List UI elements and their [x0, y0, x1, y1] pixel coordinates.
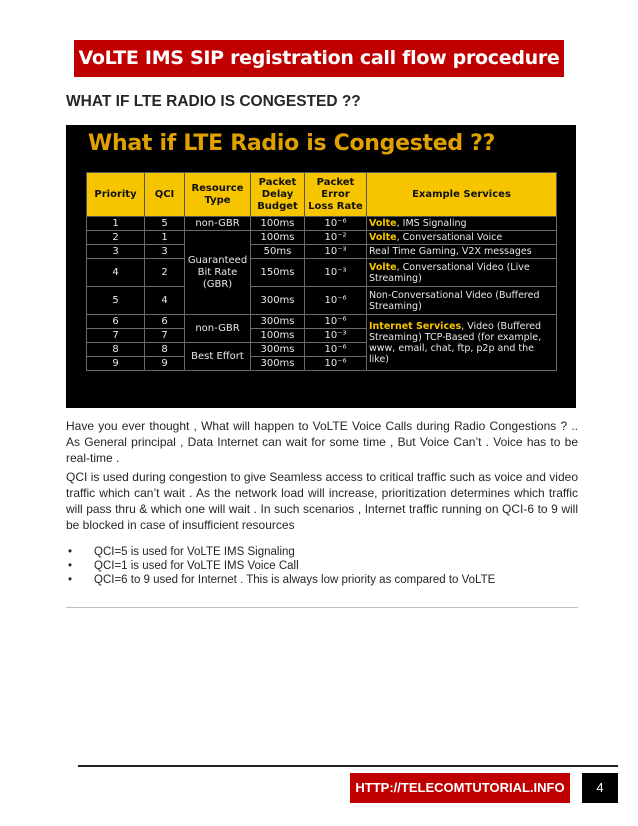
qci-cell: 8	[145, 343, 185, 357]
column-header: Example Services	[367, 173, 557, 217]
priority-cell: 7	[87, 329, 145, 343]
loss-cell: 10⁻³	[305, 259, 367, 287]
loss-cell: 10⁻⁶	[305, 343, 367, 357]
service-text: , Video (Buffered Streaming) TCP-Based (for example, www, email, chat, ftp, p2p and the like)	[369, 320, 542, 365]
intro-paragraph: Have you ever thought , What will happen to VoLTE Voice Calls during Radio Congestions ? .. As General principal , Data Internet can wait for some time , But Voice Can’t . Voice has to be real-time .	[66, 419, 578, 465]
loss-cell: 10⁻³	[305, 329, 367, 343]
resource-type-cell: non-GBR	[185, 217, 251, 231]
priority-cell: 8	[87, 343, 145, 357]
delay-cell: 100ms	[251, 231, 305, 245]
qci-paragraph: QCI is used during congestion to give Seamless access to critical traffic such as voice and video traffic which can’t wait . As the network load will increase, prioritization determines which traffic will pass thru & which one will wait . In such scenarios , Internet traffic running on QCI-6 to 9 will be blocked in case of insufficient resources	[66, 470, 578, 532]
loss-cell: 10⁻²	[305, 231, 367, 245]
page-number: 4	[582, 773, 618, 803]
loss-cell: 10⁻⁶	[305, 315, 367, 329]
resource-type-cell: Best Effort	[185, 343, 251, 371]
table-row	[87, 259, 557, 287]
qci-cell: 9	[145, 357, 185, 371]
table-row	[87, 217, 557, 231]
delay-cell: 300ms	[251, 357, 305, 371]
delay-cell: 100ms	[251, 217, 305, 231]
table-row	[87, 287, 557, 315]
qci-cell: 3	[145, 245, 185, 259]
delay-cell: 300ms	[251, 343, 305, 357]
qci-cell: 7	[145, 329, 185, 343]
figure-title: What if LTE Radio is Congested ??	[88, 131, 496, 156]
service-text: , IMS Signaling	[396, 218, 467, 229]
qci-cell: 6	[145, 315, 185, 329]
footer-url-link[interactable]: HTTP://TELECOMTUTORIAL.INFO	[350, 773, 570, 803]
service-text: , Conversational Voice	[396, 232, 503, 243]
service-cell: Non-Conversational Video (Buffered Streaming)	[367, 287, 557, 315]
service-cell	[367, 231, 557, 245]
table-row	[87, 315, 557, 329]
delay-cell: 150ms	[251, 259, 305, 287]
service-highlight: Internet Services	[369, 320, 462, 332]
column-header: Priority	[87, 173, 145, 217]
service-highlight: Volte	[369, 232, 397, 243]
qci-bullet-list	[66, 545, 578, 587]
delay-cell: 300ms	[251, 315, 305, 329]
section-heading: WHAT IF LTE RADIO IS CONGESTED ??	[66, 93, 361, 110]
delay-cell: 100ms	[251, 329, 305, 343]
column-header: Packet Delay Budget	[251, 173, 305, 217]
qci-cell: 2	[145, 259, 185, 287]
service-cell	[367, 217, 557, 231]
list-item: • QCI=6 to 9 used for Internet . This is always low priority as compared to VoLTE	[66, 573, 578, 587]
footer-divider	[78, 765, 618, 767]
service-highlight: Volte	[369, 218, 397, 229]
priority-cell: 1	[87, 217, 145, 231]
table-row	[87, 245, 557, 259]
priority-cell: 6	[87, 315, 145, 329]
document-banner-title: VoLTE IMS SIP registration call flow procedure	[74, 40, 564, 77]
column-header: Resource Type	[185, 173, 251, 217]
priority-cell: 3	[87, 245, 145, 259]
divider	[66, 607, 578, 608]
priority-cell: 5	[87, 287, 145, 315]
priority-cell: 4	[87, 259, 145, 287]
list-item: • QCI=1 is used for VoLTE IMS Voice Call	[66, 559, 578, 573]
qci-cell: 1	[145, 231, 185, 245]
list-item: • QCI=5 is used for VoLTE IMS Signaling	[66, 545, 578, 559]
qci-cell: 5	[145, 217, 185, 231]
resource-type-cell: non-GBR	[185, 315, 251, 343]
service-cell	[367, 259, 557, 287]
resource-type-cell: Guaranteed Bit Rate (GBR)	[185, 231, 251, 315]
qci-cell: 4	[145, 287, 185, 315]
priority-cell: 2	[87, 231, 145, 245]
loss-cell: 10⁻⁶	[305, 287, 367, 315]
delay-cell: 300ms	[251, 287, 305, 315]
delay-cell: 50ms	[251, 245, 305, 259]
service-highlight: Volte	[369, 261, 397, 273]
loss-cell: 10⁻⁶	[305, 217, 367, 231]
service-cell: Real Time Gaming, V2X messages	[367, 245, 557, 259]
service-text: , Conversational Video (Live Streaming)	[369, 261, 530, 284]
column-header: QCI	[145, 173, 185, 217]
priority-cell: 9	[87, 357, 145, 371]
service-cell	[367, 315, 557, 371]
loss-cell: 10⁻³	[305, 245, 367, 259]
table-row	[87, 231, 557, 245]
table-header-row	[87, 173, 557, 217]
qci-table	[86, 172, 557, 371]
qci-table-figure	[66, 125, 576, 408]
column-header: Packet Error Loss Rate	[305, 173, 367, 217]
loss-cell: 10⁻⁶	[305, 357, 367, 371]
